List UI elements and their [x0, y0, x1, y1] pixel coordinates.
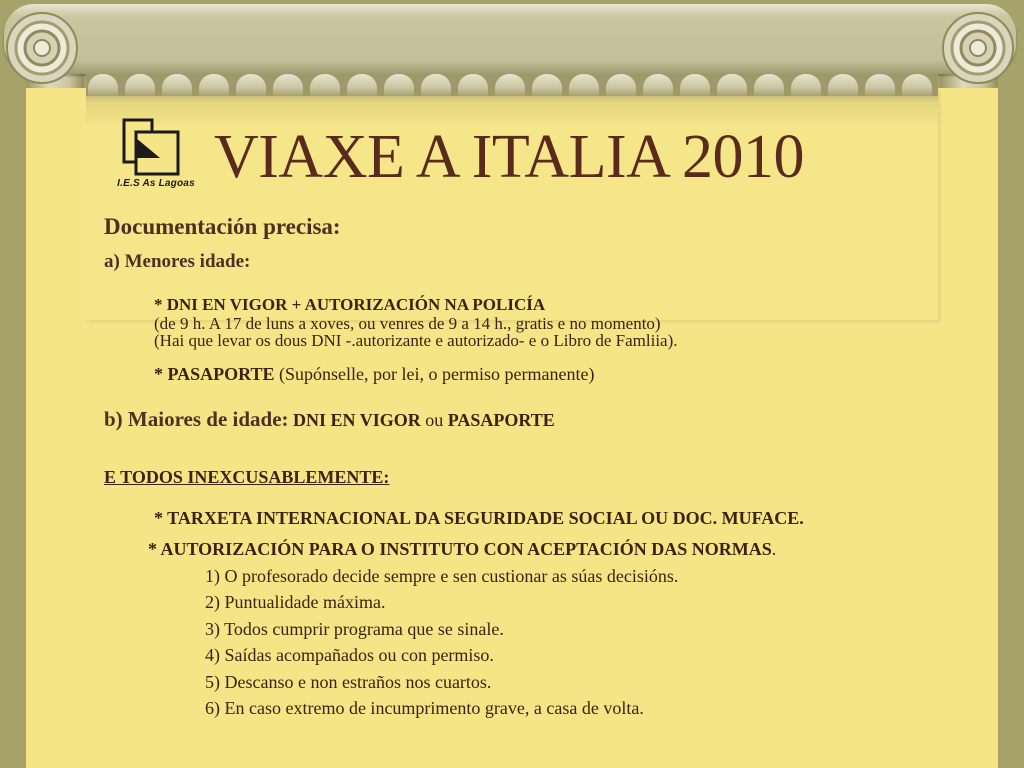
capital-dentil	[828, 74, 858, 96]
capital-dentil	[495, 74, 525, 96]
right-volute-icon	[940, 10, 1016, 86]
adults-line	[104, 407, 555, 432]
capital-dentil	[421, 74, 451, 96]
rule-item: 5) Descanso e non estraños nos cuartos.	[205, 672, 492, 692]
all-heading: E TODOS INEXCUSABLEMENTE:	[104, 467, 390, 487]
capital-dentil	[125, 74, 155, 96]
capital-dentil	[384, 74, 414, 96]
adults-passport: PASAPORTE	[447, 410, 555, 430]
minors-passport-line	[154, 364, 594, 385]
adults-heading: b) Maiores de idade:	[104, 407, 289, 431]
capital-dentil	[865, 74, 895, 96]
capital-dentil	[532, 74, 562, 96]
minors-passport-label: * PASAPORTE	[154, 364, 275, 384]
page-title: VIAXE A ITALIA 2010	[214, 123, 804, 191]
social-security-card-line: * TARXETA INTERNACIONAL DA SEGURIDADE SOCIAL OU DOC. MUFACE.	[154, 508, 804, 528]
capital-dentil	[88, 74, 118, 96]
authorization-dot: .	[771, 539, 777, 559]
capital-dentils	[86, 74, 938, 96]
rule-item: 2) Puntualidade máxima.	[205, 592, 386, 612]
school-logo-text: I.E.S As Lagoas	[117, 178, 195, 189]
minors-docs-line: (Hai que levar os dous DNI -.autorizante e autorizado- e o Libro de Famliia).	[154, 331, 678, 350]
adults-or: ou	[420, 410, 448, 430]
authorization-line	[148, 539, 776, 560]
capital-dentil	[273, 74, 303, 96]
minors-dni-line: * DNI EN VIGOR + AUTORIZACIÓN NA POLICÍA	[154, 295, 546, 314]
rule-item: 6) En caso extremo de incumprimento grave, a casa de volta.	[205, 698, 644, 718]
capital-dentil	[347, 74, 377, 96]
column-capital	[4, 4, 1016, 74]
rule-item: 1) O profesorado decide sempre e sen custionar as súas decisións.	[205, 566, 679, 586]
capital-dentil	[791, 74, 821, 96]
capital-dentil	[680, 74, 710, 96]
adults-dni: DNI EN VIGOR	[288, 410, 421, 430]
capital-dentil	[902, 74, 932, 96]
capital-dentil	[717, 74, 747, 96]
minors-heading: a) Menores idade:	[104, 251, 251, 272]
capital-dentil	[199, 74, 229, 96]
left-volute-icon	[4, 10, 80, 86]
capital-dentil	[236, 74, 266, 96]
section-heading: Documentación precisa:	[104, 214, 341, 239]
rule-item: 3) Todos cumprir programa que se sinale.	[205, 619, 504, 639]
capital-dentil	[162, 74, 192, 96]
capital-dentil	[606, 74, 636, 96]
minors-hours-line: (de 9 h. A 17 de luns a xoves, ou venres de 9 a 14 h., gratis e no momento)	[154, 314, 661, 333]
capital-dentil	[754, 74, 784, 96]
minors-passport-note: (Supónselle, por lei, o permiso permanente)	[274, 364, 595, 384]
capital-dentil	[569, 74, 599, 96]
capital-dentil	[643, 74, 673, 96]
authorization-text: * AUTORIZACIÓN PARA O INSTITUTO CON ACEPTACIÓN DAS NORMAS	[148, 539, 772, 559]
capital-dentil	[310, 74, 340, 96]
rule-item: 4) Saídas acompañados ou con permiso.	[205, 645, 494, 665]
capital-dentil	[458, 74, 488, 96]
